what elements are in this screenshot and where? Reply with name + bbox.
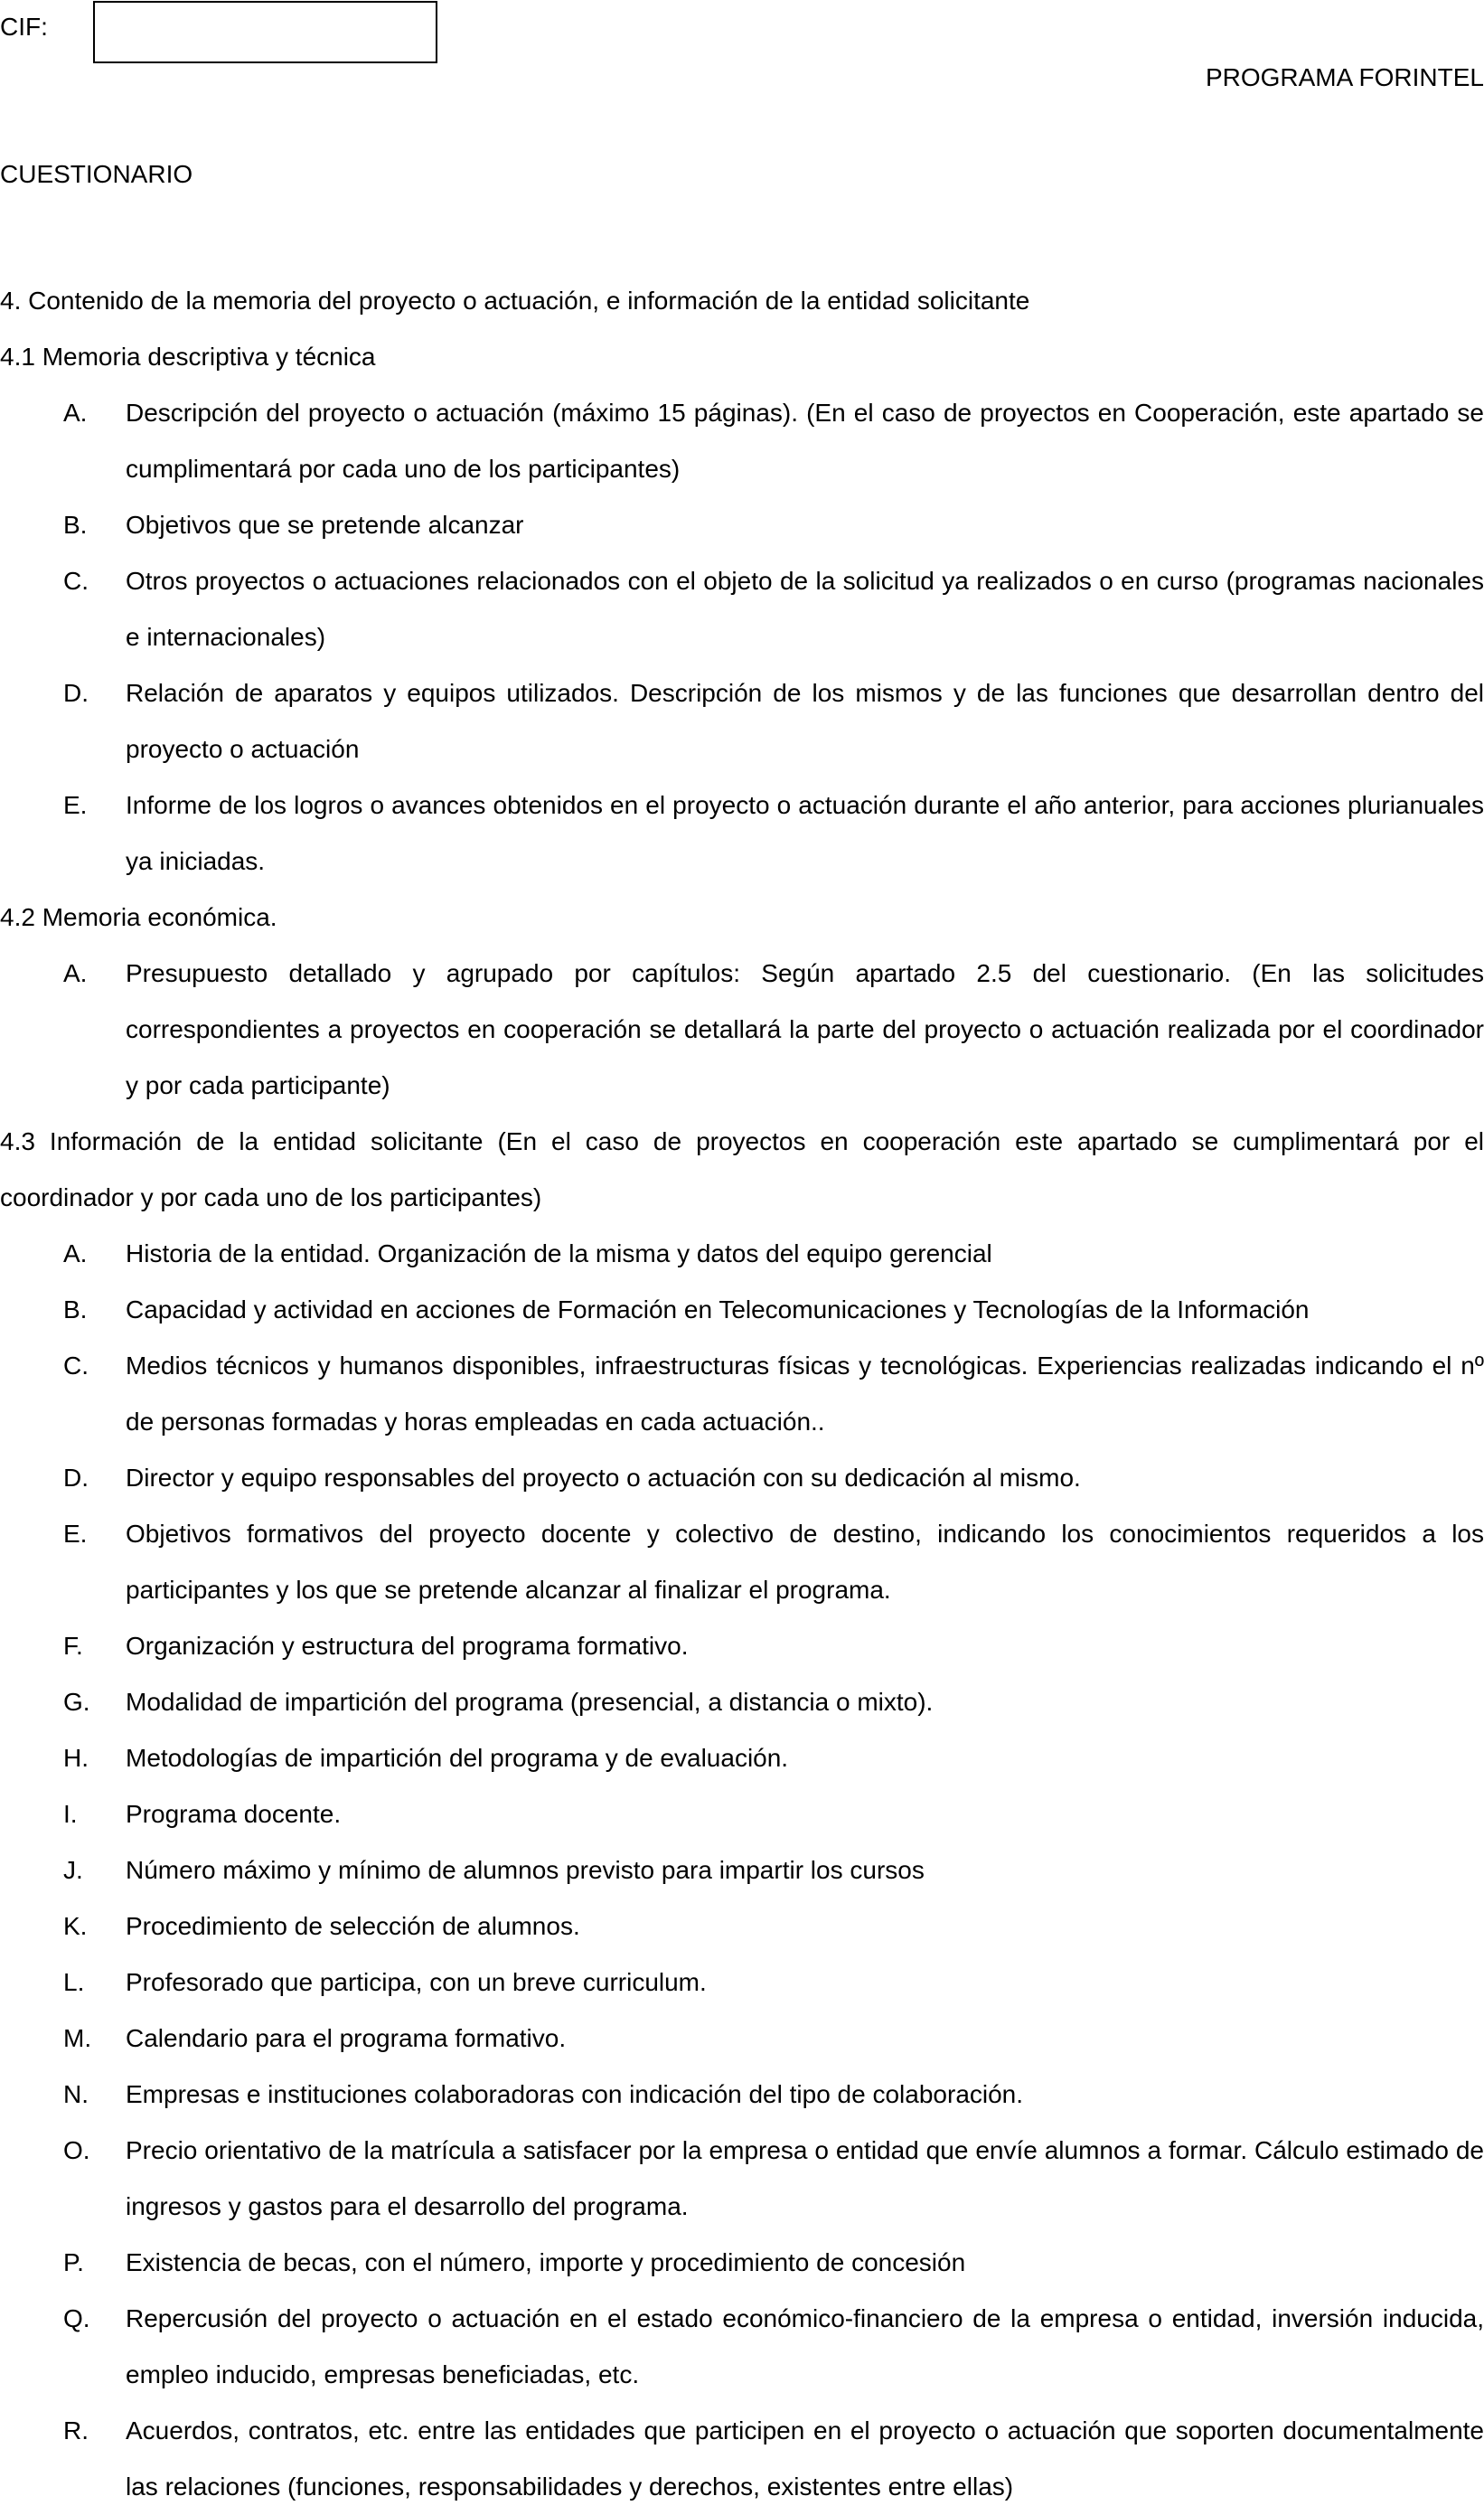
section-4-2-title: 4.2 Memoria económica. xyxy=(0,903,277,931)
list-item xyxy=(0,1898,1484,1955)
list-item xyxy=(0,1506,1484,1618)
list-item xyxy=(0,2235,1484,2291)
list-item xyxy=(0,497,1484,553)
list-item-text: Procedimiento de selección de alumnos. xyxy=(126,1912,580,1940)
list-item-letter: B. xyxy=(63,1295,88,1323)
list-item-letter: C. xyxy=(63,567,89,595)
list-item-text: Precio orientativo de la matrícula a satisfacer por la empresa o entidad que envíe alumnos a formar. Cálculo estimado de ingresos y gastos para el desarrollo del programa. xyxy=(126,2136,1484,2220)
document-content xyxy=(0,273,1484,2515)
list-item xyxy=(0,553,1484,665)
list-item xyxy=(0,2123,1484,2235)
list-item xyxy=(0,2291,1484,2403)
list-item xyxy=(0,1786,1484,1842)
list-item-letter: H. xyxy=(63,1744,89,1772)
list-item xyxy=(0,1955,1484,2011)
list-item xyxy=(0,1730,1484,1786)
list-item xyxy=(0,1226,1484,1282)
list-item-text: Historia de la entidad. Organización de la misma y datos del equipo gerencial xyxy=(126,1239,992,1267)
list-item-text: Profesorado que participa, con un breve curriculum. xyxy=(126,1968,707,1996)
list-item-letter: O. xyxy=(63,2136,90,2164)
list-item xyxy=(0,777,1484,890)
list-item-letter: D. xyxy=(63,679,89,707)
section-4-title: 4. Contenido de la memoria del proyecto o actuación, e información de la entidad solicitante xyxy=(0,287,1030,315)
list-item xyxy=(0,2403,1484,2515)
list-item xyxy=(0,1674,1484,1730)
list-item-text: Número máximo y mínimo de alumnos previsto para impartir los cursos xyxy=(126,1856,925,1884)
list-item-letter: E. xyxy=(63,1520,88,1548)
list-item-letter: P. xyxy=(63,2248,84,2276)
list-item-letter: K. xyxy=(63,1912,88,1940)
list-item-text: Objetivos formativos del proyecto docente y colectivo de destino, indicando los conocimientos requeridos a los participantes y los que se pretende alcanzar al finalizar el programa. xyxy=(126,1520,1484,1604)
list-item-letter: Q. xyxy=(63,2304,90,2332)
list-item-letter: L. xyxy=(63,1968,85,1996)
cif-label: CIF: xyxy=(0,13,48,41)
list-item-text: Informe de los logros o avances obtenidos en el proyecto o actuación durante el año anterior, para acciones plurianuales ya iniciadas. xyxy=(126,791,1484,875)
list-item xyxy=(0,385,1484,497)
list-item-letter: G. xyxy=(63,1688,90,1716)
list-item-letter: I. xyxy=(63,1800,78,1828)
list-item-text: Programa docente. xyxy=(126,1800,342,1828)
list-item-text: Descripción del proyecto o actuación (máximo 15 páginas). (En el caso de proyectos en Cooperación, este apartado se cumplimentará por cada uno de los participantes) xyxy=(126,399,1484,483)
list-item-letter: A. xyxy=(63,1239,88,1267)
list-item-letter: D. xyxy=(63,1464,89,1492)
document-heading: CUESTIONARIO xyxy=(0,160,193,188)
list-item-text: Medios técnicos y humanos disponibles, infraestructuras físicas y tecnológicas. Experiencias realizadas indicando el nº de personas formadas y horas empleadas en cada actuación.. xyxy=(126,1352,1484,1436)
list-item xyxy=(0,1842,1484,1898)
cif-input-box[interactable] xyxy=(93,1,437,63)
list-item-text: Presupuesto detallado y agrupado por capítulos: Según apartado 2.5 del cuestionario. (En las solicitudes correspondientes a proyectos en cooperación se detallará la parte del proyecto o actuación realizada por el coordinador y por cada participante) xyxy=(126,959,1484,1099)
list-item-text: Director y equipo responsables del proyecto o actuación con su dedicación al mismo. xyxy=(126,1464,1081,1492)
list-item-letter: J. xyxy=(63,1856,83,1884)
list-item-text: Relación de aparatos y equipos utilizados. Descripción de los mismos y de las funciones que desarrollan dentro del proyecto o actuación xyxy=(126,679,1484,763)
list-item xyxy=(0,1450,1484,1506)
list-item-text: Metodologías de impartición del programa y de evaluación. xyxy=(126,1744,789,1772)
section-4-1-title: 4.1 Memoria descriptiva y técnica xyxy=(0,343,376,371)
list-item-text: Otros proyectos o actuaciones relacionados con el objeto de la solicitud ya realizados o en curso (programas nacionales e internacionales) xyxy=(126,567,1484,651)
list-item-text: Empresas e instituciones colaboradoras con indicación del tipo de colaboración. xyxy=(126,2080,1024,2108)
list-item-letter: A. xyxy=(63,399,88,427)
list-item xyxy=(0,946,1484,1114)
list-item xyxy=(0,1282,1484,1338)
list-item xyxy=(0,1338,1484,1450)
list-item-text: Organización y estructura del programa formativo. xyxy=(126,1632,689,1660)
list-item-letter: M. xyxy=(63,2024,92,2052)
list-item-letter: A. xyxy=(63,959,88,987)
list-item-text: Repercusión del proyecto o actuación en el estado económico-financiero de la empresa o entidad, inversión inducida, empleo inducido, empresas beneficiadas, etc. xyxy=(126,2304,1484,2388)
list-item-text: Modalidad de impartición del programa (presencial, a distancia o mixto). xyxy=(126,1688,934,1716)
list-item xyxy=(0,665,1484,777)
list-item-letter: F. xyxy=(63,1632,83,1660)
program-name: PROGRAMA FORINTEL xyxy=(1205,63,1484,91)
list-item-text: Capacidad y actividad en acciones de Formación en Telecomunicaciones y Tecnologías de la Información xyxy=(126,1295,1310,1323)
list-item-letter: C. xyxy=(63,1352,89,1380)
section-4-3-title: 4.3 Información de la entidad solicitante (En el caso de proyectos en cooperación este apartado se cumplimentará por el coordinador y por cada uno de los participantes) xyxy=(0,1127,1484,1211)
list-item xyxy=(0,2067,1484,2123)
list-item-letter: N. xyxy=(63,2080,89,2108)
list-item xyxy=(0,1618,1484,1674)
list-item-text: Existencia de becas, con el número, importe y procedimiento de concesión xyxy=(126,2248,966,2276)
list-item xyxy=(0,2011,1484,2067)
list-item-letter: B. xyxy=(63,511,88,539)
list-item-text: Objetivos que se pretende alcanzar xyxy=(126,511,524,539)
list-item-text: Calendario para el programa formativo. xyxy=(126,2024,567,2052)
list-item-letter: E. xyxy=(63,791,88,819)
list-item-text: Acuerdos, contratos, etc. entre las entidades que participen en el proyecto o actuación que soporten documentalmente las relaciones (funciones, responsabilidades y derechos, existentes entre ellas) xyxy=(126,2416,1484,2501)
list-item-letter: R. xyxy=(63,2416,89,2444)
